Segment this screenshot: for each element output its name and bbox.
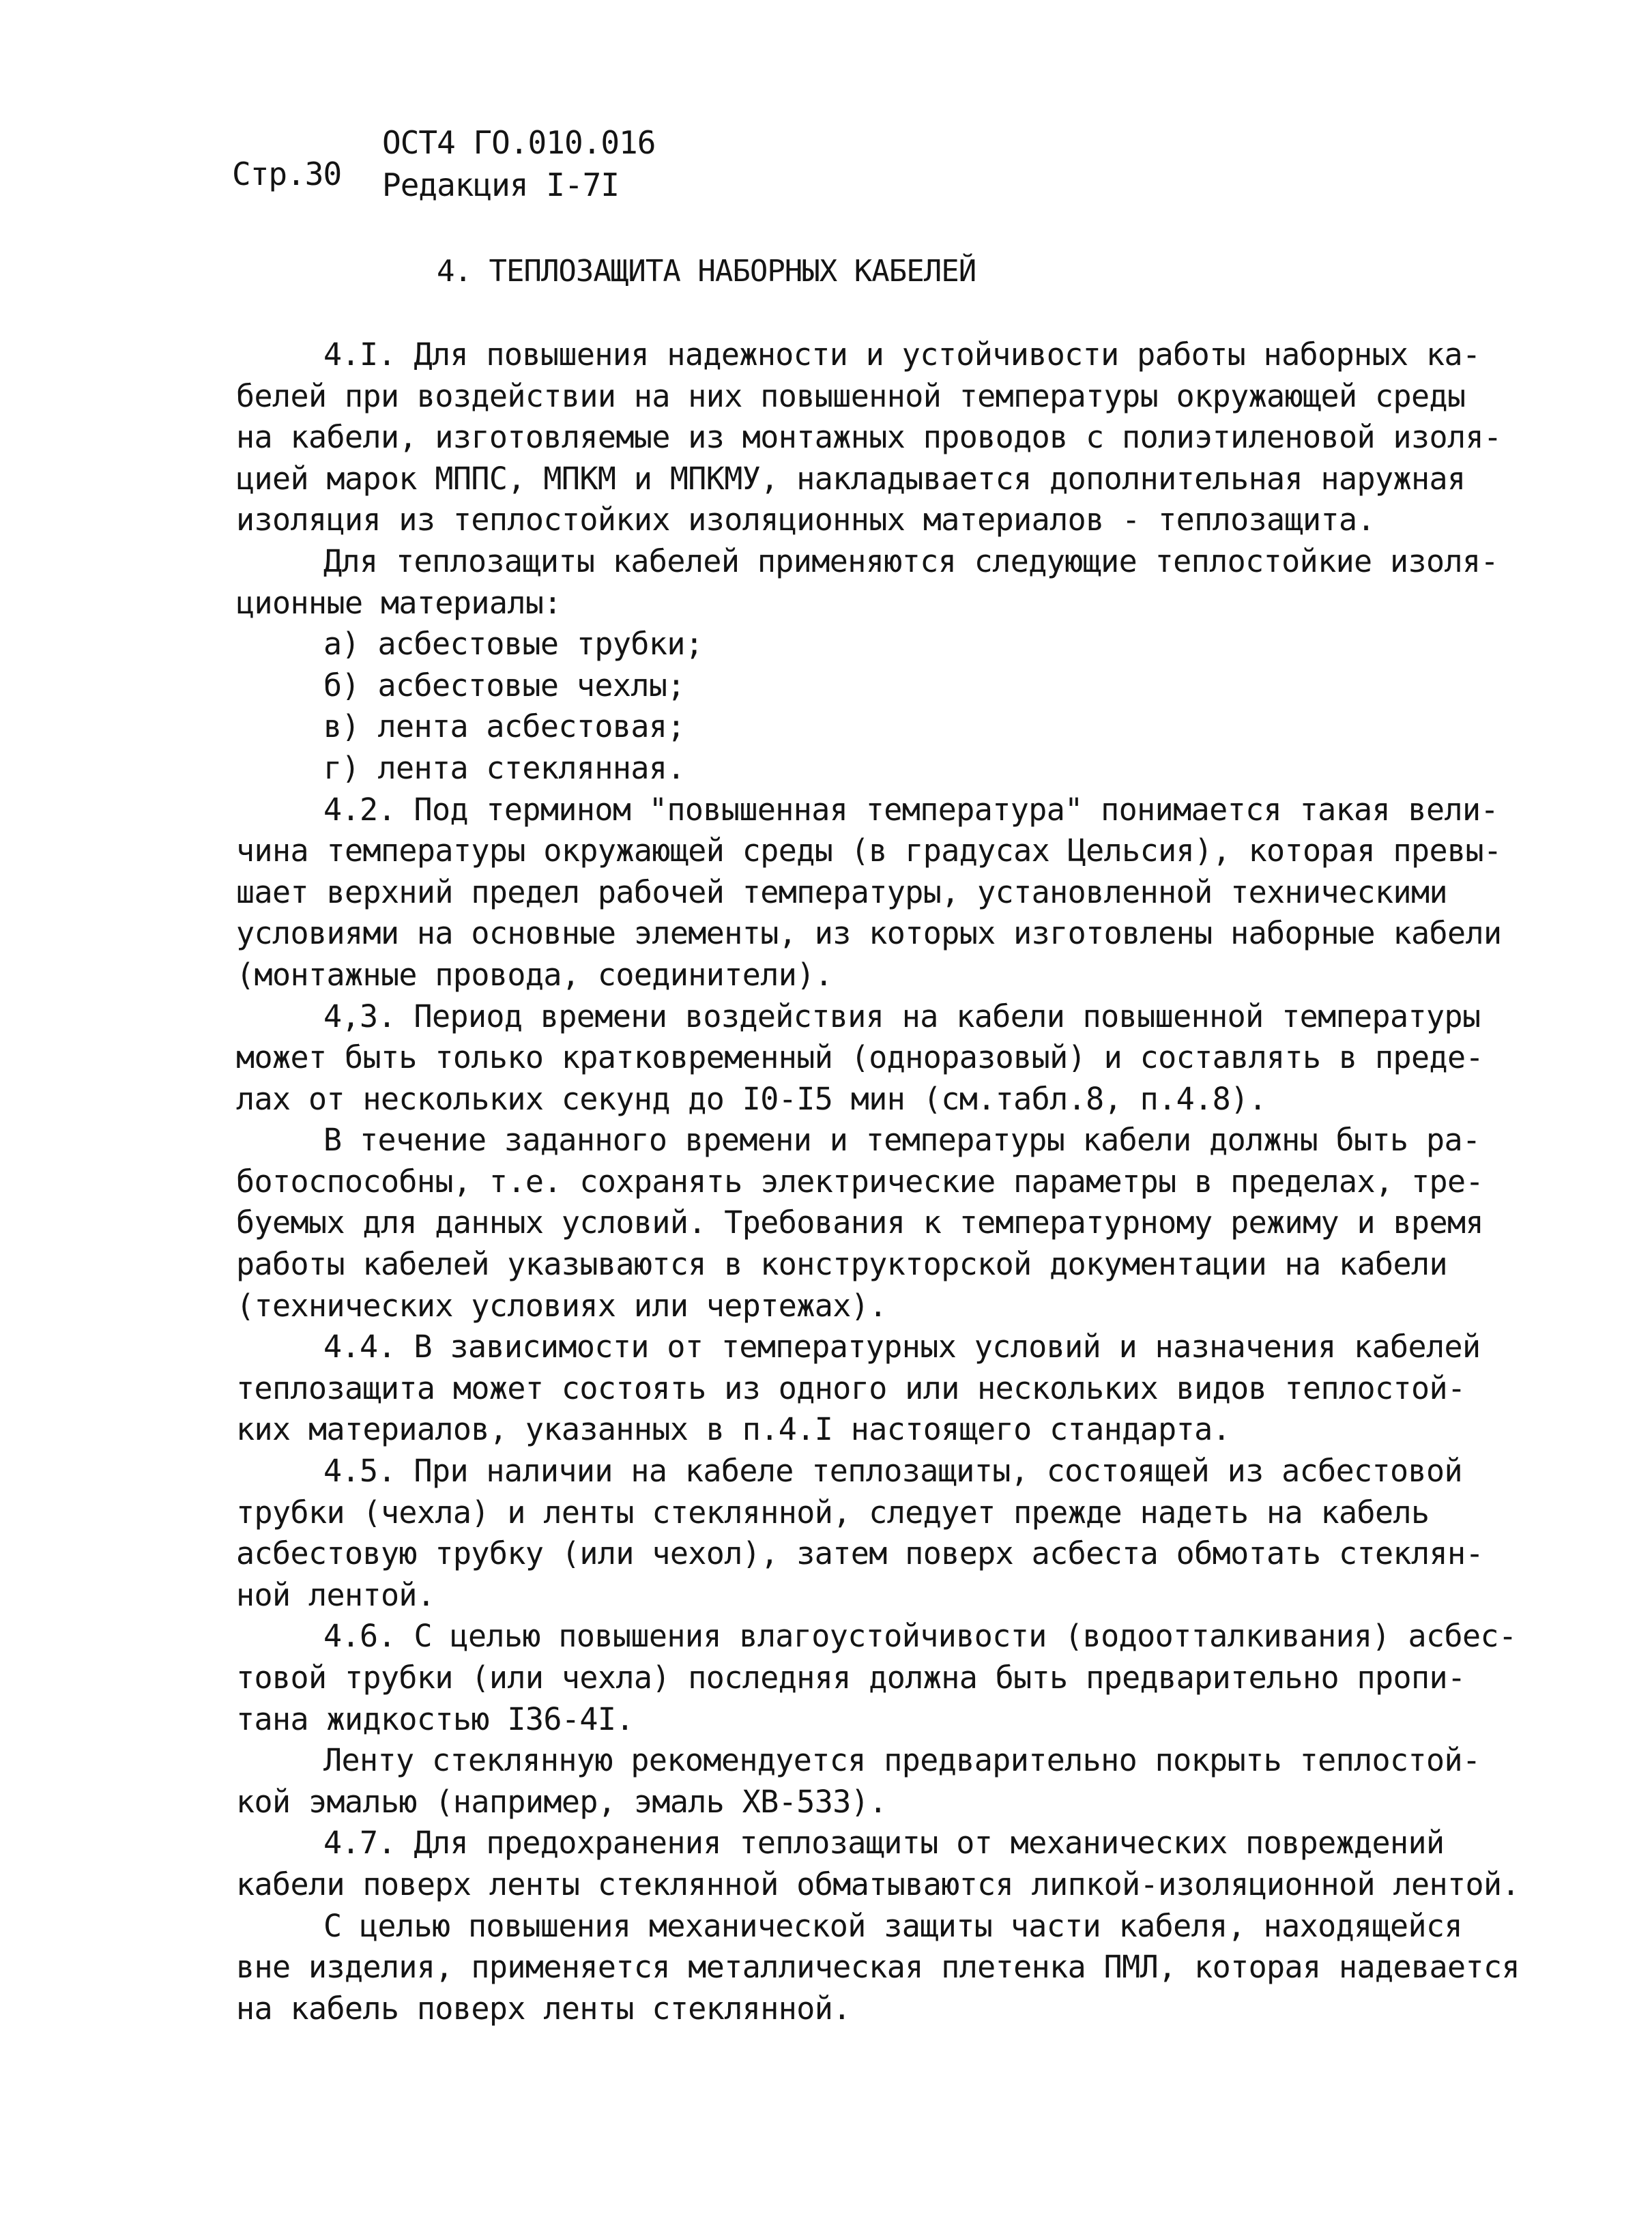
text-line: вне изделия, применяется металлическая плетенка ПМЛ, которая надевается xyxy=(236,1949,1520,1986)
text-line: 4.I. Для повышения надежности и устойчивости работы наборных ка- xyxy=(323,336,1481,373)
text-line: 4.4. В зависимости от температурных условий и назначения кабелей xyxy=(323,1329,1481,1365)
list-item: а) асбестовые трубки; xyxy=(323,626,704,663)
body-text xyxy=(236,334,1520,2029)
text-line: Для теплозащиты кабелей применяются следующие теплостойкие изоля- xyxy=(323,542,1498,579)
text-line: 4.6. С целью повышения влагоустойчивости (водоотталкивания) асбес- xyxy=(323,1618,1517,1655)
text-line: асбестовую трубку (или чехол), затем поверх асбеста обмотать стеклян- xyxy=(236,1535,1483,1572)
text-line: буемых для данных условий. Требования к температурному режиму и время xyxy=(236,1204,1483,1241)
text-line: трубки (чехла) и ленты стеклянной, следует прежде надеть на кабель xyxy=(236,1494,1430,1531)
text-line: на кабели, изготовляемые из монтажных проводов с полиэтиленовой изоля- xyxy=(236,419,1502,456)
text-line: теплозащита может состоять из одного или нескольких видов теплостой- xyxy=(236,1370,1466,1406)
text-line: может быть только кратковременный (одноразовый) и составлять в преде- xyxy=(236,1039,1483,1076)
text-line: изоляция из теплостойких изоляционных материалов - теплозащита. xyxy=(236,502,1376,538)
text-line: цией марок МППС, МПКМ и МПКМУ, накладывается дополнительная наружная xyxy=(236,460,1466,497)
list-item: г) лента стеклянная. xyxy=(323,749,685,786)
text-line: шает верхний предел рабочей температуры, установленной техническими xyxy=(236,873,1447,910)
text-line: лах от нескольких секунд до I0-I5 мин (см.табл.8, п.4.8). xyxy=(236,1080,1267,1117)
text-line: ционные материалы: xyxy=(236,584,562,621)
text-line: (монтажные провода, соединители). xyxy=(236,956,833,993)
text-line: на кабель поверх ленты стеклянной. xyxy=(236,1990,851,2027)
text-line: белей при воздействии на них повышенной температуры окружающей среды xyxy=(236,377,1466,414)
text-line: С целью повышения механической защиты части кабеля, находящейся xyxy=(323,1907,1463,1944)
text-line: ких материалов, указанных в п.4.I настоящего стандарта. xyxy=(236,1411,1231,1448)
revision: Редакция I-7I xyxy=(382,166,620,203)
text-line: товой трубки (или чехла) последняя должна быть предварительно пропи- xyxy=(236,1660,1466,1696)
text-line: кабели поверх ленты стеклянной обматываются липкой-изоляционной лентой. xyxy=(236,1866,1520,1902)
text-line: тана жидкостью I36-4I. xyxy=(236,1700,634,1737)
text-line: работы кабелей указываются в конструкторской документации на кабели xyxy=(236,1246,1447,1283)
text-line: чина температуры окружающей среды (в градусах Цельсия), которая превы- xyxy=(236,832,1502,869)
text-line: кой эмалью (например, эмаль ХВ-533). xyxy=(236,1783,887,1820)
text-line: (технических условиях или чертежах). xyxy=(236,1287,887,1324)
section-title: 4. ТЕПЛОЗАЩИТА НАБОРНЫХ КАБЕЛЕЙ xyxy=(437,254,976,289)
text-line: Ленту стеклянную рекомендуется предварительно покрыть теплостой- xyxy=(323,1742,1481,1779)
text-line: 4,3. Период времени воздействия на кабели повышенной температуры xyxy=(323,998,1481,1034)
doc-code: ОСТ4 ГО.010.016 xyxy=(382,124,656,161)
text-line: ной лентой. xyxy=(236,1576,435,1613)
text-line: В течение заданного времени и температуры кабели должны быть ра- xyxy=(323,1122,1481,1159)
text-line: 4.2. Под термином "повышенная температура" понимается такая вели- xyxy=(323,791,1498,828)
text-line: 4.5. При наличии на кабеле теплозащиты, состоящей из асбестовой xyxy=(323,1453,1463,1490)
list-item: б) асбестовые чехлы; xyxy=(323,667,685,704)
text-line: 4.7. Для предохранения теплозащиты от механических повреждений xyxy=(323,1825,1445,1861)
text-line: условиями на основные элементы, из которых изготовлены наборные кабели xyxy=(236,915,1502,952)
text-line: ботоспособны, т.е. сохранять электрические параметры в пределах, тре- xyxy=(236,1163,1483,1200)
page-number: Стр.30 xyxy=(232,156,342,192)
list-item: в) лента асбестовая; xyxy=(323,708,685,745)
